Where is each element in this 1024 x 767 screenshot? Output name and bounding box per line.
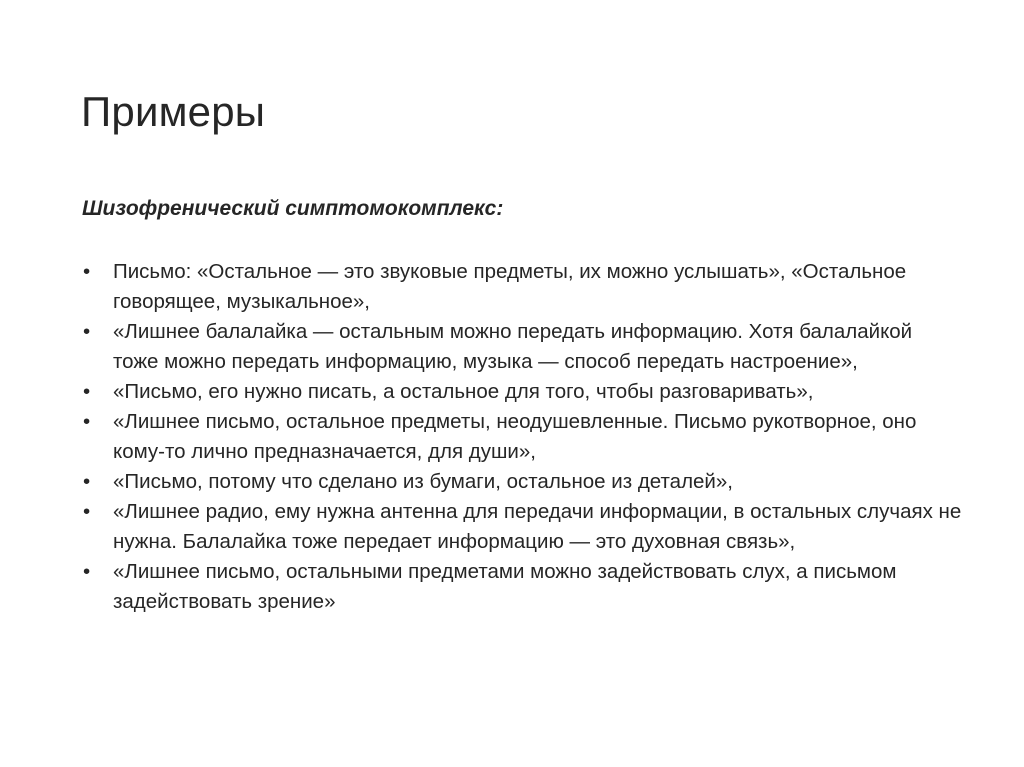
bullet-icon [83, 317, 97, 347]
bullet-text: «Лишнее балалайка — остальным можно передать информацию. Хотя балалайкой тоже можно передать информацию, музыка — способ передать настроение», [113, 320, 913, 373]
bullet-icon [83, 257, 97, 287]
bullet-item [82, 407, 962, 467]
bullet-text: «Письмо, его нужно писать, а остальное для того, чтобы разговаривать», [113, 380, 814, 403]
bullet-item [82, 557, 962, 617]
bullet-item [82, 317, 962, 377]
bullet-text: «Лишнее письмо, остальное предметы, неодушевленные. Письмо рукотворное, оно кому-то лично предназначается, для души», [113, 410, 917, 463]
bullet-item [82, 467, 962, 497]
bullet-icon [83, 407, 97, 437]
bullet-item [82, 377, 962, 407]
bullet-list [82, 257, 962, 617]
bullet-icon [83, 377, 97, 407]
bullet-text: «Лишнее письмо, остальными предметами можно задействовать слух, а письмом задействовать зрение» [113, 560, 897, 613]
bullet-item [82, 497, 962, 557]
bullet-item [82, 257, 962, 317]
bullet-icon [83, 497, 97, 527]
bullet-icon [83, 467, 97, 497]
bullet-text: «Письмо, потому что сделано из бумаги, остальное из деталей», [113, 470, 733, 493]
bullet-icon [83, 557, 97, 587]
bullet-text: Письмо: «Остальное — это звуковые предметы, их можно услышать», «Остальное говорящее, музыкальное», [113, 260, 907, 313]
slide-title: Примеры [81, 88, 266, 135]
bullet-text: «Лишнее радио, ему нужна антенна для передачи информации, в остальных случаях не нужна. Балалайка тоже передает информацию — это духовная связь», [113, 500, 962, 553]
slide-subtitle: Шизофренический симптомокомплекс: [82, 197, 504, 220]
